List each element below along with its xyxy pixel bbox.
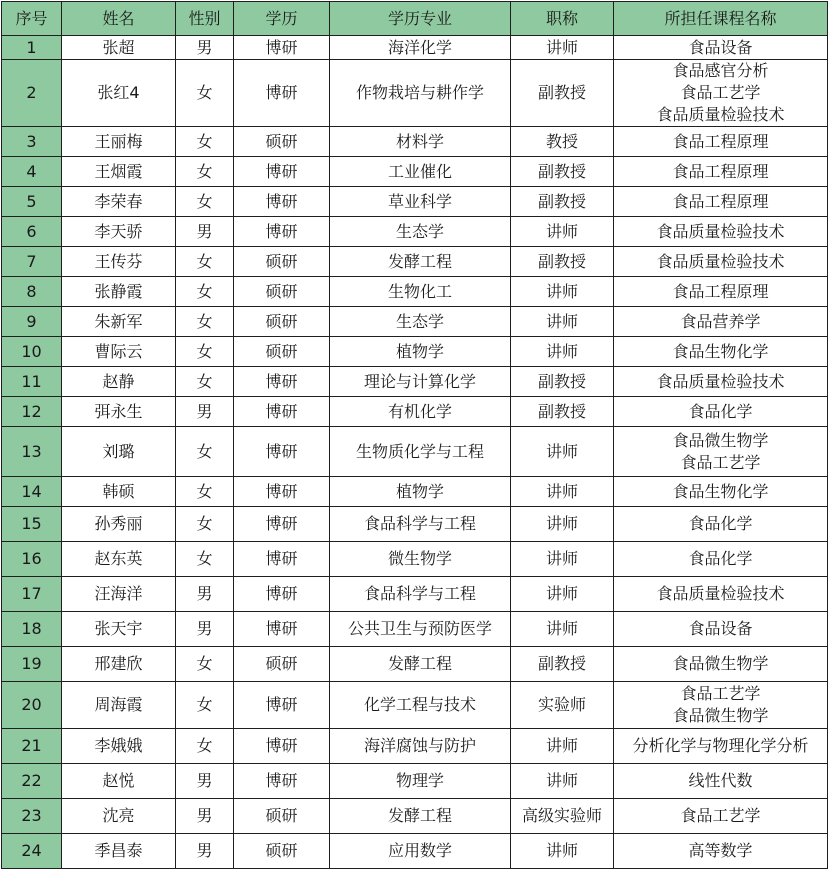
table-body <box>2 36 828 869</box>
cell-index[interactable]: 18 <box>2 612 62 647</box>
cell-name[interactable]: 李天骄 <box>62 217 176 247</box>
cell-title[interactable]: 讲师 <box>511 507 614 542</box>
table-row <box>2 542 828 577</box>
cell-gender[interactable]: 男 <box>176 799 234 834</box>
course-line: 食品设备 <box>688 37 753 57</box>
cell-courses[interactable] <box>614 127 828 157</box>
cell-name[interactable]: 弭永生 <box>62 397 176 427</box>
cell-courses[interactable] <box>614 367 828 397</box>
course-line: 食品微生物学 <box>672 654 769 673</box>
cell-courses[interactable] <box>614 337 828 367</box>
cell-courses[interactable] <box>614 682 828 729</box>
cell-courses[interactable] <box>614 157 828 187</box>
cell-title[interactable]: 讲师 <box>511 217 614 247</box>
course-line: 食品工程原理 <box>672 131 769 151</box>
cell-index[interactable]: 24 <box>2 834 62 869</box>
cell-major[interactable]: 食品科学与工程 <box>330 577 511 612</box>
cell-index[interactable]: 6 <box>2 217 62 247</box>
cell-title[interactable]: 讲师 <box>511 337 614 367</box>
cell-courses[interactable] <box>614 764 828 799</box>
cell-index[interactable]: 15 <box>2 507 62 542</box>
cell-degree[interactable]: 博研 <box>234 682 330 729</box>
cell-major[interactable]: 材料学 <box>330 127 511 157</box>
course-line: 食品营养学 <box>680 311 761 331</box>
cell-name[interactable]: 邢建欣 <box>62 647 176 682</box>
table-row <box>2 127 828 157</box>
cell-index[interactable]: 22 <box>2 764 62 799</box>
cell-major[interactable]: 生态学 <box>330 217 511 247</box>
cell-courses[interactable] <box>614 397 828 427</box>
cell-index[interactable]: 1 <box>2 36 62 60</box>
table-row <box>2 60 828 127</box>
cell-title[interactable]: 讲师 <box>511 427 614 477</box>
cell-index[interactable]: 8 <box>2 277 62 307</box>
cell-index[interactable]: 9 <box>2 307 62 337</box>
cell-major[interactable]: 植物学 <box>330 477 511 507</box>
cell-degree[interactable]: 硕研 <box>234 247 330 277</box>
cell-name[interactable]: 李荣春 <box>62 187 176 217</box>
cell-gender[interactable]: 女 <box>176 60 234 127</box>
cell-index[interactable]: 14 <box>2 477 62 507</box>
cell-degree[interactable]: 硕研 <box>234 647 330 682</box>
cell-name[interactable]: 张超 <box>62 36 176 60</box>
cell-major[interactable]: 理论与计算化学 <box>330 367 511 397</box>
cell-index[interactable]: 23 <box>2 799 62 834</box>
cell-gender[interactable]: 男 <box>176 834 234 869</box>
course-line: 食品质量检验技术 <box>656 584 785 603</box>
table-row <box>2 477 828 507</box>
cell-courses[interactable] <box>614 60 828 127</box>
cell-courses[interactable] <box>614 477 828 507</box>
cell-gender[interactable]: 女 <box>176 337 234 367</box>
course-line: 食品化学 <box>688 401 753 421</box>
cell-title[interactable]: 讲师 <box>511 729 614 764</box>
cell-index[interactable]: 10 <box>2 337 62 367</box>
cell-major[interactable]: 生物质化学与工程 <box>330 427 511 477</box>
course-line: 食品生物化学 <box>672 341 769 361</box>
table-row <box>2 647 828 682</box>
cell-index[interactable]: 13 <box>2 427 62 477</box>
cell-gender[interactable]: 女 <box>176 247 234 277</box>
course-line: 食品工艺学 <box>680 684 761 703</box>
table-row <box>2 507 828 542</box>
cell-courses[interactable] <box>614 427 828 477</box>
table-row <box>2 397 828 427</box>
cell-title[interactable]: 副教授 <box>511 157 614 187</box>
cell-title[interactable]: 讲师 <box>511 307 614 337</box>
cell-title[interactable]: 讲师 <box>511 542 614 577</box>
cell-index[interactable]: 16 <box>2 542 62 577</box>
cell-degree[interactable]: 博研 <box>234 542 330 577</box>
cell-index[interactable]: 17 <box>2 577 62 612</box>
cell-title[interactable]: 讲师 <box>511 834 614 869</box>
header-cell-name[interactable]: 姓名 <box>62 2 176 36</box>
table-row <box>2 577 828 612</box>
cell-degree[interactable]: 博研 <box>234 60 330 127</box>
course-line: 食品工程原理 <box>672 281 769 301</box>
cell-name[interactable]: 李娥娥 <box>62 729 176 764</box>
table-row <box>2 834 828 869</box>
cell-name[interactable]: 王烟霞 <box>62 157 176 187</box>
header-cell-title[interactable]: 职称 <box>511 2 614 36</box>
table-row <box>2 157 828 187</box>
cell-gender[interactable]: 男 <box>176 217 234 247</box>
table-row <box>2 277 828 307</box>
cell-gender[interactable]: 女 <box>176 157 234 187</box>
course-line: 食品化学 <box>688 549 753 568</box>
cell-name[interactable]: 沈亮 <box>62 799 176 834</box>
cell-degree[interactable]: 博研 <box>234 367 330 397</box>
cell-title[interactable]: 副教授 <box>511 187 614 217</box>
table-row <box>2 427 828 477</box>
cell-major[interactable]: 生态学 <box>330 307 511 337</box>
course-line: 食品工艺学 <box>680 452 761 472</box>
cell-major[interactable]: 草业科学 <box>330 187 511 217</box>
header-cell-degree[interactable]: 学历 <box>234 2 330 36</box>
cell-degree[interactable]: 博研 <box>234 764 330 799</box>
cell-name[interactable]: 朱新军 <box>62 307 176 337</box>
cell-courses[interactable] <box>614 647 828 682</box>
cell-gender[interactable]: 女 <box>176 507 234 542</box>
cell-title[interactable]: 教授 <box>511 127 614 157</box>
cell-name[interactable]: 王丽梅 <box>62 127 176 157</box>
cell-title[interactable]: 讲师 <box>511 36 614 60</box>
header-cell-major[interactable]: 学历专业 <box>330 2 511 36</box>
table-row <box>2 764 828 799</box>
cell-gender[interactable]: 女 <box>176 647 234 682</box>
cell-major[interactable]: 微生物学 <box>330 542 511 577</box>
course-line: 食品感官分析 <box>672 61 769 80</box>
table-row <box>2 729 828 764</box>
cell-gender[interactable]: 女 <box>176 682 234 729</box>
cell-courses[interactable] <box>614 612 828 647</box>
cell-index[interactable]: 19 <box>2 647 62 682</box>
cell-title[interactable]: 实验师 <box>511 682 614 729</box>
cell-courses[interactable] <box>614 542 828 577</box>
cell-degree[interactable]: 博研 <box>234 577 330 612</box>
cell-name[interactable]: 韩硕 <box>62 477 176 507</box>
cell-degree[interactable]: 博研 <box>234 157 330 187</box>
cell-degree[interactable]: 博研 <box>234 217 330 247</box>
cell-index[interactable]: 11 <box>2 367 62 397</box>
header-cell-gender[interactable]: 性别 <box>176 2 234 36</box>
course-line: 食品设备 <box>688 619 753 638</box>
cell-gender[interactable]: 男 <box>176 612 234 647</box>
cell-major[interactable]: 物理学 <box>330 764 511 799</box>
cell-degree[interactable]: 硕研 <box>234 127 330 157</box>
cell-name[interactable]: 刘璐 <box>62 427 176 477</box>
cell-index[interactable]: 3 <box>2 127 62 157</box>
cell-name[interactable]: 王传芬 <box>62 247 176 277</box>
cell-degree[interactable]: 博研 <box>234 612 330 647</box>
cell-gender[interactable]: 女 <box>176 127 234 157</box>
cell-degree[interactable]: 硕研 <box>234 307 330 337</box>
cell-degree[interactable]: 博研 <box>234 427 330 477</box>
cell-major[interactable]: 作物栽培与耕作学 <box>330 60 511 127</box>
cell-name[interactable]: 张静霞 <box>62 277 176 307</box>
cell-courses[interactable] <box>614 217 828 247</box>
cell-title[interactable]: 讲师 <box>511 277 614 307</box>
cell-courses[interactable] <box>614 799 828 834</box>
cell-name[interactable]: 赵静 <box>62 367 176 397</box>
cell-major[interactable]: 工业催化 <box>330 157 511 187</box>
cell-index[interactable]: 20 <box>2 682 62 729</box>
table-row <box>2 682 828 729</box>
course-line: 分析化学与物理化学分析 <box>632 736 809 755</box>
course-line: 食品工程原理 <box>672 161 769 181</box>
cell-courses[interactable] <box>614 507 828 542</box>
cell-courses[interactable] <box>614 307 828 337</box>
header-cell-courses[interactable]: 所担任课程名称 <box>614 2 828 36</box>
cell-major[interactable]: 植物学 <box>330 337 511 367</box>
cell-major[interactable]: 发酵工程 <box>330 247 511 277</box>
course-line: 食品质量检验技术 <box>656 251 785 271</box>
cell-gender[interactable]: 男 <box>176 764 234 799</box>
cell-degree[interactable]: 博研 <box>234 507 330 542</box>
faculty-table <box>1 1 828 869</box>
header-row <box>2 2 828 36</box>
table-row <box>2 247 828 277</box>
cell-major[interactable]: 发酵工程 <box>330 647 511 682</box>
cell-name[interactable]: 汪海洋 <box>62 577 176 612</box>
cell-gender[interactable]: 女 <box>176 187 234 217</box>
cell-index[interactable]: 4 <box>2 157 62 187</box>
cell-name[interactable]: 赵东英 <box>62 542 176 577</box>
cell-major[interactable]: 生物化工 <box>330 277 511 307</box>
cell-title[interactable]: 副教授 <box>511 367 614 397</box>
cell-degree[interactable]: 硕研 <box>234 277 330 307</box>
header-cell-index[interactable]: 序号 <box>2 2 62 36</box>
cell-title[interactable]: 副教授 <box>511 397 614 427</box>
table-row <box>2 187 828 217</box>
cell-name[interactable]: 张红4 <box>62 60 176 127</box>
cell-courses[interactable] <box>614 277 828 307</box>
cell-major[interactable]: 有机化学 <box>330 397 511 427</box>
cell-title[interactable]: 副教授 <box>511 247 614 277</box>
cell-courses[interactable] <box>614 247 828 277</box>
cell-title[interactable]: 副教授 <box>511 60 614 127</box>
cell-gender[interactable]: 女 <box>176 277 234 307</box>
course-line: 食品生物化学 <box>672 481 769 501</box>
cell-name[interactable]: 赵悦 <box>62 764 176 799</box>
cell-gender[interactable]: 女 <box>176 307 234 337</box>
cell-index[interactable]: 21 <box>2 729 62 764</box>
cell-title[interactable]: 讲师 <box>511 612 614 647</box>
cell-degree[interactable]: 博研 <box>234 36 330 60</box>
cell-degree[interactable]: 硕研 <box>234 799 330 834</box>
cell-courses[interactable] <box>614 187 828 217</box>
cell-gender[interactable]: 女 <box>176 427 234 477</box>
course-line: 食品微生物学 <box>672 430 769 450</box>
course-line: 食品工艺学 <box>680 806 761 825</box>
cell-name[interactable]: 周海霞 <box>62 682 176 729</box>
cell-degree[interactable]: 博研 <box>234 397 330 427</box>
cell-name[interactable]: 曹际云 <box>62 337 176 367</box>
cell-title[interactable]: 讲师 <box>511 764 614 799</box>
cell-major[interactable]: 公共卫生与预防医学 <box>330 612 511 647</box>
cell-courses[interactable] <box>614 36 828 60</box>
table-row <box>2 36 828 60</box>
cell-gender[interactable]: 男 <box>176 36 234 60</box>
cell-index[interactable]: 12 <box>2 397 62 427</box>
cell-gender[interactable]: 女 <box>176 542 234 577</box>
cell-title[interactable]: 讲师 <box>511 577 614 612</box>
cell-courses[interactable] <box>614 834 828 869</box>
cell-degree[interactable]: 硕研 <box>234 337 330 367</box>
course-line: 食品质量检验技术 <box>656 105 785 124</box>
course-line: 线性代数 <box>688 771 753 790</box>
cell-degree[interactable]: 博研 <box>234 187 330 217</box>
table-row <box>2 799 828 834</box>
course-line: 高等数学 <box>688 841 753 860</box>
cell-index[interactable]: 2 <box>2 60 62 127</box>
cell-name[interactable]: 张天宇 <box>62 612 176 647</box>
cell-gender[interactable]: 男 <box>176 397 234 427</box>
course-line: 食品质量检验技术 <box>656 221 785 241</box>
course-line: 食品化学 <box>688 514 753 533</box>
table-row <box>2 217 828 247</box>
table-row <box>2 307 828 337</box>
course-line: 食品微生物学 <box>672 706 769 725</box>
cell-title[interactable]: 讲师 <box>511 477 614 507</box>
cell-courses[interactable] <box>614 577 828 612</box>
cell-major[interactable]: 应用数学 <box>330 834 511 869</box>
cell-degree[interactable]: 博研 <box>234 729 330 764</box>
cell-major[interactable]: 海洋腐蚀与防护 <box>330 729 511 764</box>
cell-index[interactable]: 5 <box>2 187 62 217</box>
table-row <box>2 337 828 367</box>
cell-major[interactable]: 海洋化学 <box>330 36 511 60</box>
cell-title[interactable]: 副教授 <box>511 647 614 682</box>
cell-major[interactable]: 食品科学与工程 <box>330 507 511 542</box>
course-line: 食品质量检验技术 <box>656 371 785 391</box>
cell-degree[interactable]: 硕研 <box>234 834 330 869</box>
cell-name[interactable]: 孙秀丽 <box>62 507 176 542</box>
course-line: 食品工艺学 <box>680 83 761 102</box>
cell-index[interactable]: 7 <box>2 247 62 277</box>
table-row <box>2 612 828 647</box>
cell-courses[interactable] <box>614 729 828 764</box>
cell-major[interactable]: 发酵工程 <box>330 799 511 834</box>
cell-gender[interactable]: 女 <box>176 367 234 397</box>
table-row <box>2 367 828 397</box>
cell-gender[interactable]: 女 <box>176 729 234 764</box>
cell-gender[interactable]: 男 <box>176 577 234 612</box>
cell-degree[interactable]: 博研 <box>234 477 330 507</box>
cell-title[interactable]: 高级实验师 <box>511 799 614 834</box>
cell-major[interactable]: 化学工程与技术 <box>330 682 511 729</box>
cell-name[interactable]: 季昌泰 <box>62 834 176 869</box>
cell-gender[interactable]: 女 <box>176 477 234 507</box>
course-line: 食品工程原理 <box>672 191 769 211</box>
